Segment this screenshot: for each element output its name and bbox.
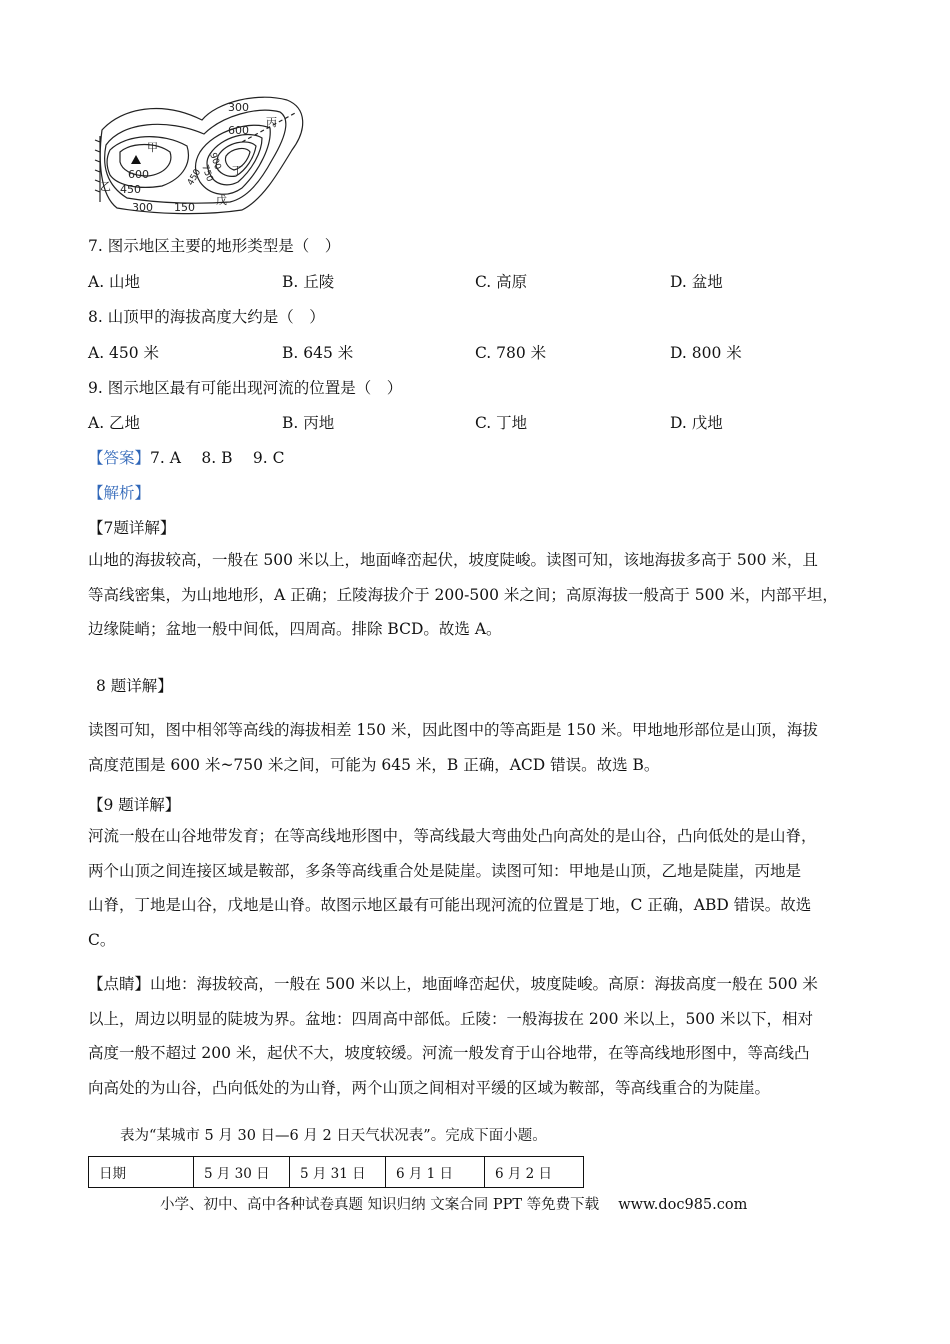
- table-cell: 6 月 2 日: [485, 1157, 584, 1188]
- q7-option-b[interactable]: B. 丘陵: [282, 273, 335, 291]
- label-yi: 乙: [100, 180, 111, 193]
- question-8-options: [88, 341, 868, 363]
- detail-9-title: 【9 题详解】: [88, 796, 181, 814]
- label-600-left: 600: [128, 168, 149, 181]
- detail-8-body: [88, 713, 863, 782]
- table-intro: 表为“某城市 5 月 30 日—6 月 2 日天气状况表”。完成下面小题。: [120, 1128, 547, 1144]
- detail-7-body: [88, 543, 863, 647]
- label-900: 900: [207, 151, 223, 172]
- q7-option-c[interactable]: C. 高原: [475, 273, 528, 291]
- page-footer: 小学、初中、高中各种试卷真题 知识归纳 文案合同 PPT 等免费下载 www.doc985.com: [160, 1197, 748, 1213]
- detail-7-line: 等高线密集，为山地地形，A 正确；丘陵海拔介于 200-500 米之间；高原海拔一般高于 500 米，内部平坦，: [88, 585, 838, 604]
- answer-label: 【答案】: [88, 449, 151, 467]
- detail-9-body: [88, 819, 863, 957]
- q8-option-c[interactable]: C. 780 米: [475, 344, 547, 362]
- q8-option-d[interactable]: D. 800 米: [670, 344, 742, 362]
- label-750: 750: [199, 163, 215, 184]
- q9-option-c[interactable]: C. 丁地: [475, 414, 528, 432]
- analysis-label: 【解析】: [88, 484, 151, 502]
- label-150: 150: [174, 201, 195, 214]
- label-300-top: 300: [228, 101, 249, 114]
- detail-9-line: C。: [88, 930, 116, 949]
- answer-text: 7. A 8. B 9. C: [150, 449, 285, 467]
- label-600-right: 600: [228, 124, 249, 137]
- detail-8-title: 8 题详解】: [96, 677, 173, 695]
- contour-150: [100, 97, 302, 213]
- q7-option-a[interactable]: A. 山地: [88, 273, 141, 291]
- q9-option-d[interactable]: D. 戊地: [670, 414, 723, 432]
- tip-body: [88, 967, 863, 1105]
- detail-7-title: 【7题详解】: [88, 519, 176, 537]
- tip-line: 高度一般不超过 200 米，起伏不大，坡度较缓。河流一般发育于山谷地带，在等高线地形图中，等高线凸: [88, 1044, 810, 1062]
- label-jia: 甲: [147, 141, 158, 154]
- question-7-stem: 7. 图示地区主要的地形类型是（ ）: [88, 237, 341, 255]
- q8-option-b[interactable]: B. 645 米: [282, 344, 354, 362]
- tip-line: 以上，周边以明显的陡坡为界。盆地：四周高中部低。丘陵：一般海拔在 200 米以上，500 米以下，相对: [88, 1009, 813, 1028]
- tip-label: 【点睛】: [88, 975, 151, 993]
- detail-8-line: 读图可知，图中相邻等高线的海拔相差 150 米，因此图中的等高距是 150 米。甲地地形部位是山顶，海拔: [88, 721, 818, 739]
- label-wu: 戊: [216, 194, 227, 207]
- question-9-stem: 9. 图示地区最有可能出现河流的位置是（ ）: [88, 379, 403, 397]
- detail-9-line: 山脊，丁地是山谷，戊地是山脊。故图示地区最有可能出现河流的位置是丁地，C 正确，ABD 错误。故选: [88, 896, 812, 914]
- detail-7-line: 山地的海拔较高，一般在 500 米以上，地面峰峦起伏，坡度陡峻。读图可知，该地海拔多高于 500 米，且: [88, 551, 818, 569]
- answer-line: [88, 446, 284, 468]
- tip-line: 向高处的为山谷，凸向低处的为山脊，两个山顶之间相对平缓的区域为鞍部，等高线重合的为陡崖。: [88, 1078, 771, 1097]
- label-300-bottom: 300: [132, 201, 153, 214]
- table-cell: 日期: [89, 1157, 194, 1188]
- label-450-left: 450: [120, 183, 141, 196]
- table-cell: 5 月 31 日: [290, 1157, 386, 1188]
- table-cell: 6 月 1 日: [386, 1157, 485, 1188]
- detail-8-line: 高度范围是 600 米~750 米之间，可能为 645 米，B 正确，ACD 错误。故选 B。: [88, 755, 660, 774]
- tip-line-first: [88, 967, 863, 1002]
- peak-triangle-icon: [131, 155, 141, 164]
- contour-map: [92, 90, 314, 218]
- label-bing: 丙: [266, 116, 277, 129]
- q7-option-d[interactable]: D. 盆地: [670, 273, 723, 291]
- weather-table: [88, 1156, 584, 1188]
- table-cell: 5 月 30 日: [194, 1157, 290, 1188]
- detail-9-line: 河流一般在山谷地带发育；在等高线地形图中，等高线最大弯曲处凸向高处的是山谷，凸向低处的是山脊，: [88, 827, 817, 845]
- q9-option-b[interactable]: B. 丙地: [282, 414, 335, 432]
- question-8-stem: 8. 山顶甲的海拔高度大约是（ ）: [88, 308, 325, 326]
- contour-map-svg: [92, 90, 314, 218]
- question-7-options: [88, 270, 868, 292]
- q9-option-a[interactable]: A. 乙地: [88, 414, 141, 432]
- detail-9-line: 两个山顶之间连接区域是鞍部，多条等高线重合处是陡崖。读图可知：甲地是山顶，乙地是陡崖，丙地是: [88, 861, 802, 880]
- question-9-options: [88, 411, 868, 433]
- table-row: [89, 1157, 584, 1188]
- label-450-right: 450: [185, 167, 204, 188]
- label-ding: 丁: [232, 164, 243, 177]
- detail-7-line: 边缘陡峭；盆地一般中间低，四周高。排除 BCD。故选 A。: [88, 620, 502, 638]
- tip-line: 山地：海拔较高，一般在 500 米以上，地面峰峦起伏，坡度陡峻。高原：海拔高度一般在 500 米: [150, 975, 818, 993]
- q8-option-a[interactable]: A. 450 米: [88, 344, 160, 362]
